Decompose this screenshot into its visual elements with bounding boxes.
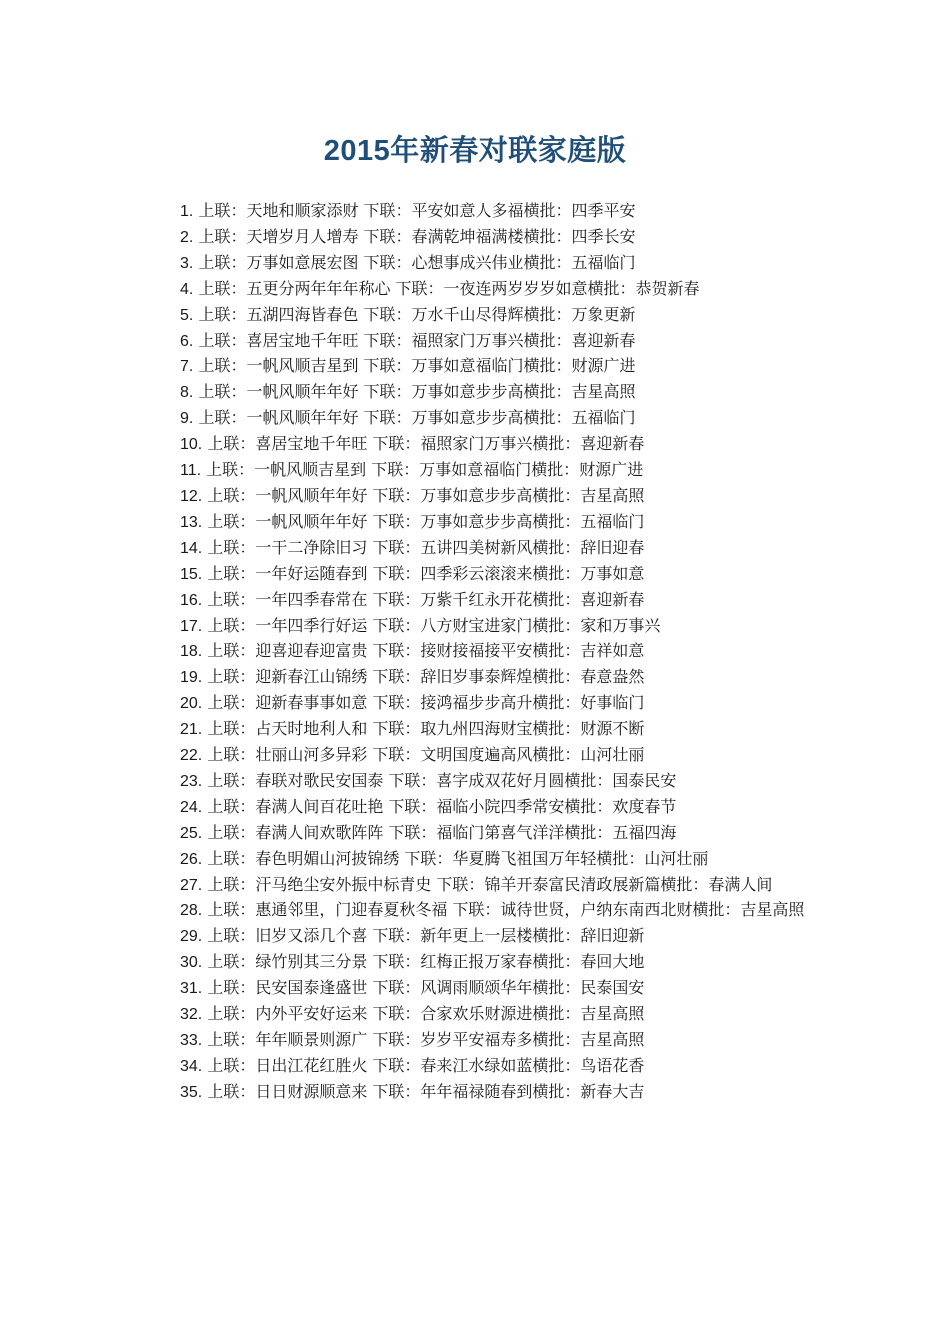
list-item (143, 251, 818, 277)
item-text: 上联：年年顺景则源广 下联：岁岁平安福寿多横批：吉星高照 (207, 1030, 645, 1049)
item-text: 上联：内外平安好运来 下联：合家欢乐财源进横批：吉星高照 (207, 1004, 645, 1024)
item-number: 11. (180, 462, 202, 480)
list-item (143, 303, 818, 329)
item-text: 上联：汗马绝尘安外振中标青史 下联：锦羊开泰富民清政展新篇横批：春满人间 (207, 874, 773, 894)
list-item (143, 458, 818, 484)
list-item (143, 795, 818, 821)
item-number: 13. (180, 513, 203, 531)
list-item (143, 406, 818, 432)
item-number: 22. (180, 747, 203, 765)
item-text: 上联：五湖四海皆春色 下联：万水千山尽得辉横批：万象更新 (198, 304, 636, 324)
item-number: 30. (180, 954, 203, 972)
item-number: 19. (180, 669, 203, 687)
item-text: 上联：春色明媚山河披锦绣 下联：华夏腾飞祖国万年轻横批：山河壮丽 (207, 848, 709, 868)
item-text: 上联：天增岁月人增寿 下联：春满乾坤福满楼横批：四季长安 (198, 226, 636, 246)
item-text: 上联：一年好运随春到 下联：四季彩云滚滚来横批：万事如意 (207, 563, 645, 583)
item-text: 上联：一帆风顺吉星到 下联：万事如意福临门横批：财源广进 (198, 356, 636, 376)
item-number: 7. (180, 358, 194, 376)
item-number: 10. (180, 436, 203, 454)
item-text: 上联：一帆风顺年年好 下联：万事如意步步高横批：吉星高照 (198, 382, 636, 402)
couplet-list (143, 199, 818, 1106)
item-text: 上联：五更分两年年年称心 下联：一夜连两岁岁岁如意横批：恭贺新春 (198, 278, 700, 298)
item-number: 16. (180, 591, 203, 609)
list-item (143, 614, 818, 640)
list-item (143, 847, 818, 873)
list-item (143, 354, 818, 380)
list-item (143, 199, 818, 225)
item-number: 6. (180, 332, 194, 350)
item-text: 上联：惠通邻里，门迎春夏秋冬福 下联：诚待世贤，户纳东南西北财横批：吉星高照 (207, 900, 805, 920)
item-number: 5. (180, 306, 194, 324)
list-item (143, 769, 818, 795)
item-number: 2. (180, 228, 194, 246)
item-text: 上联：天地和顺家添财 下联：平安如意人多福横批：四季平安 (198, 201, 636, 220)
item-number: 1. (180, 203, 194, 220)
list-item (143, 484, 818, 510)
list-item (143, 380, 818, 406)
item-text: 上联：一干二净除旧习 下联：五讲四美树新风横批：辞旧迎春 (207, 537, 645, 557)
list-item (143, 329, 818, 355)
item-text: 上联：迎喜迎春迎富贵 下联：接财接福接平安横批：吉祥如意 (207, 641, 645, 661)
item-number: 9. (180, 410, 194, 428)
item-text: 上联：春联对歌民安国泰 下联：喜字成双花好月圆横批：国泰民安 (207, 770, 677, 790)
item-text: 上联：壮丽山河多异彩 下联：文明国度遍高风横批：山河壮丽 (207, 745, 645, 765)
item-number: 12. (180, 487, 203, 505)
list-item (143, 1080, 818, 1106)
list-item (143, 639, 818, 665)
list-item (143, 536, 818, 562)
item-text: 上联：一帆风顺吉星到 下联：万事如意福临门横批：财源广进 (206, 460, 644, 480)
list-item (143, 277, 818, 303)
list-item (143, 432, 818, 458)
item-number: 34. (180, 1057, 203, 1075)
list-item (143, 510, 818, 536)
list-item (143, 924, 818, 950)
item-text: 上联：绿竹别其三分景 下联：红梅正报万家春横批：春回大地 (207, 952, 645, 972)
item-number: 8. (180, 384, 194, 402)
item-number: 3. (180, 254, 194, 272)
list-item (143, 1002, 818, 1028)
item-text: 上联：万事如意展宏图 下联：心想事成兴伟业横批：五福临门 (198, 252, 636, 272)
item-number: 29. (180, 928, 203, 946)
list-item (143, 743, 818, 769)
item-number: 31. (180, 980, 203, 998)
item-number: 15. (180, 565, 203, 583)
item-number: 35. (180, 1083, 203, 1101)
item-text: 上联：一年四季春常在 下联：万紫千红永开花横批：喜迎新春 (207, 589, 645, 609)
item-number: 24. (180, 798, 203, 816)
item-text: 上联：喜居宝地千年旺 下联：福照家门万事兴横批：喜迎新春 (198, 330, 636, 350)
item-number: 28. (180, 902, 203, 920)
item-number: 21. (180, 721, 203, 739)
list-item (143, 976, 818, 1002)
list-item (143, 950, 818, 976)
list-item (143, 1028, 818, 1054)
list-item (143, 588, 818, 614)
item-number: 18. (180, 643, 203, 661)
item-number: 4. (180, 280, 194, 298)
item-text: 上联：春满人间欢歌阵阵 下联：福临门第喜气洋洋横批：五福四海 (207, 822, 677, 842)
item-number: 27. (180, 876, 203, 894)
item-number: 23. (180, 772, 203, 790)
list-item (143, 562, 818, 588)
item-number: 14. (180, 539, 203, 557)
item-text: 上联：日日财源顺意来 下联：年年福禄随春到横批：新春大吉 (207, 1081, 645, 1101)
item-number: 26. (180, 850, 203, 868)
item-number: 17. (180, 617, 203, 635)
item-number: 25. (180, 824, 203, 842)
list-item (143, 898, 818, 924)
item-text: 上联：旧岁又添几个喜 下联：新年更上一层楼横批：辞旧迎新 (207, 926, 645, 946)
item-number: 20. (180, 695, 203, 713)
item-number: 32. (180, 1006, 203, 1024)
item-text: 上联：一帆风顺年年好 下联：万事如意步步高横批：五福临门 (207, 511, 645, 531)
list-item (143, 821, 818, 847)
list-item (143, 665, 818, 691)
list-item (143, 717, 818, 743)
item-text: 上联：春满人间百花吐艳 下联：福临小院四季常安横批：欢度春节 (207, 796, 677, 816)
item-text: 上联：一年四季行好运 下联：八方财宝进家门横批：家和万事兴 (207, 615, 661, 635)
page-title: 2015年新春对联家庭版 (323, 135, 627, 167)
item-text: 上联：日出江花红胜火 下联：春来江水绿如蓝横批：鸟语花香 (207, 1055, 645, 1075)
item-text: 上联：迎新春事事如意 下联：接鸿福步步高升横批：好事临门 (207, 693, 645, 713)
item-text: 上联：喜居宝地千年旺 下联：福照家门万事兴横批：喜迎新春 (207, 434, 645, 454)
list-item (143, 873, 818, 899)
item-text: 上联：占天时地利人和 下联：取九州四海财宝横批：财源不断 (207, 719, 645, 739)
list-item (143, 691, 818, 717)
item-text: 上联：迎新春江山锦绣 下联：辞旧岁事泰辉煌横批：春意盎然 (207, 667, 645, 687)
list-item (143, 225, 818, 251)
item-text: 上联：一帆风顺年年好 下联：万事如意步步高横批：五福临门 (198, 408, 636, 428)
item-text: 上联：民安国泰逢盛世 下联：风调雨顺颂华年横批：民泰国安 (207, 978, 645, 998)
list-item (143, 1054, 818, 1080)
item-number: 33. (180, 1032, 203, 1049)
item-text: 上联：一帆风顺年年好 下联：万事如意步步高横批：吉星高照 (207, 485, 645, 505)
